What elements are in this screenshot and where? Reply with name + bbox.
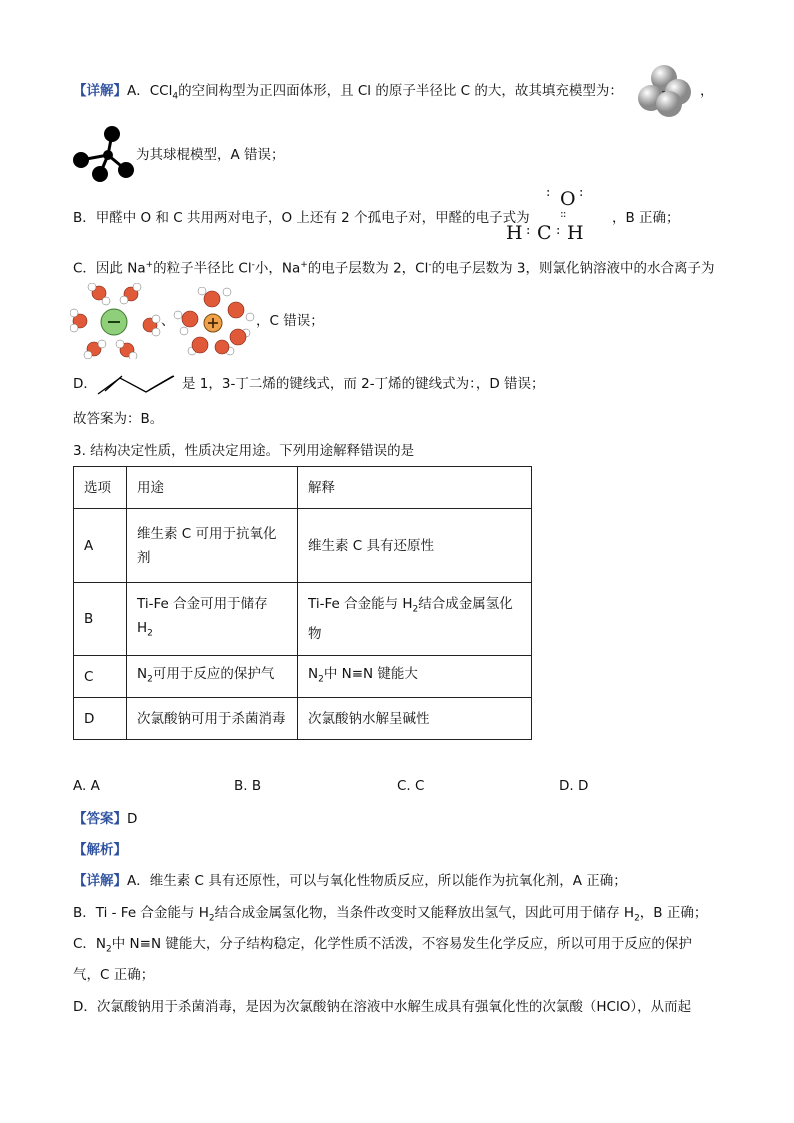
detail-b-line: B．甲醛中 O 和 C 共用两对电子，O 上还有 2 个孤电子对，甲醛的电子式为 (73, 210, 530, 226)
choice-d: D. D (559, 778, 589, 794)
answer-line: 【答案】D (73, 811, 138, 827)
analysis-c-l1: C．$N_2$中 N≡N 键能大，分子结构稳定，化学性质不活泼，不容易发生化学反应，所以可用于反应的保护 (73, 936, 692, 955)
table-header-row: 选项 用途 解释 (74, 467, 532, 509)
analysis-a: 【详解】A．维生素 C 具有还原性，可以与氧化性物质反应，所以能作为抗氧化剂，A 正确； (73, 873, 627, 889)
detail-a-ball: 为其球棍模型，A 错误； (136, 147, 285, 163)
table-row: D 次氯酸钠可用于杀菌消毒 次氯酸钠水解呈碱性 (74, 698, 532, 740)
table-row: A 维生素 C 可用于抗氧化 剂 维生素 C 具有还原性 (74, 509, 532, 583)
analysis-heading: 【解析】 (73, 842, 127, 858)
analysis-d: D．次氯酸钠用于杀菌消毒，是因为次氯酸钠在溶液中水解生成具有强氧化性的次氯酸（HClO），从而起 (73, 999, 692, 1015)
analysis-c-l2: 气，C 正确； (73, 967, 155, 983)
detail-d-post: 是 1，3-丁二烯的键线式，而 2-丁烯的键线式为：，D 错误； (182, 376, 545, 392)
detail-conclusion: 故答案为：B。 (73, 411, 164, 427)
table-row: B Ti-Fe 合金可用于储存 $H_2$ Ti-Fe 合金能与 $H_2$结合成金属氢化 物 (74, 583, 532, 656)
choice-a: A. A (73, 778, 100, 794)
detail-c-tail: ，C 错误； (256, 313, 324, 329)
ion-separator: 、 (161, 313, 175, 329)
hydrated-sodium-ion (172, 287, 256, 357)
detail-b-tail: ，B 正确； (612, 210, 680, 226)
butadiene-skeletal-formula (96, 372, 182, 396)
detail-c-line: C．因此 Na+的粒子半径比 Cl-小，Na+的电子层数为 2，Cl-的电子层数为 3，则氯化钠溶液中的水合离子为 (73, 260, 715, 277)
analysis-b: B．Ti - Fe 合金能与 $H_2$结合成金属氢化物，当条件改变时又能释放出氢气，因此可用于储存 $H_2$，B 正确； (73, 905, 708, 924)
table-row: C $N_2$可用于反应的保护气 $N_2$中 N≡N 键能大 (74, 656, 532, 698)
ccl4-ball-stick-model (72, 126, 138, 186)
formaldehyde-lewis-structure: : O : :: H : C : H (506, 185, 584, 244)
choice-c: C. C (397, 778, 425, 794)
ccl4-space-filling-model (636, 64, 698, 120)
detail-d-line: D． (73, 376, 97, 392)
detail-a-comma: ， (700, 83, 714, 99)
detail-a-line: 【详解】A．CCl$_4$的空间构型为正四面体形，且 Cl 的原子半径比 C 的大，故其填充模型为： (73, 83, 623, 102)
hydrated-chloride-ion (70, 283, 162, 359)
choice-b: B. B (234, 778, 262, 794)
detail-tag: 【详解】 (73, 83, 127, 99)
question-stem: 3. 结构决定性质，性质决定用途。下列用途解释错误的是 (73, 443, 415, 459)
options-table (73, 466, 532, 740)
